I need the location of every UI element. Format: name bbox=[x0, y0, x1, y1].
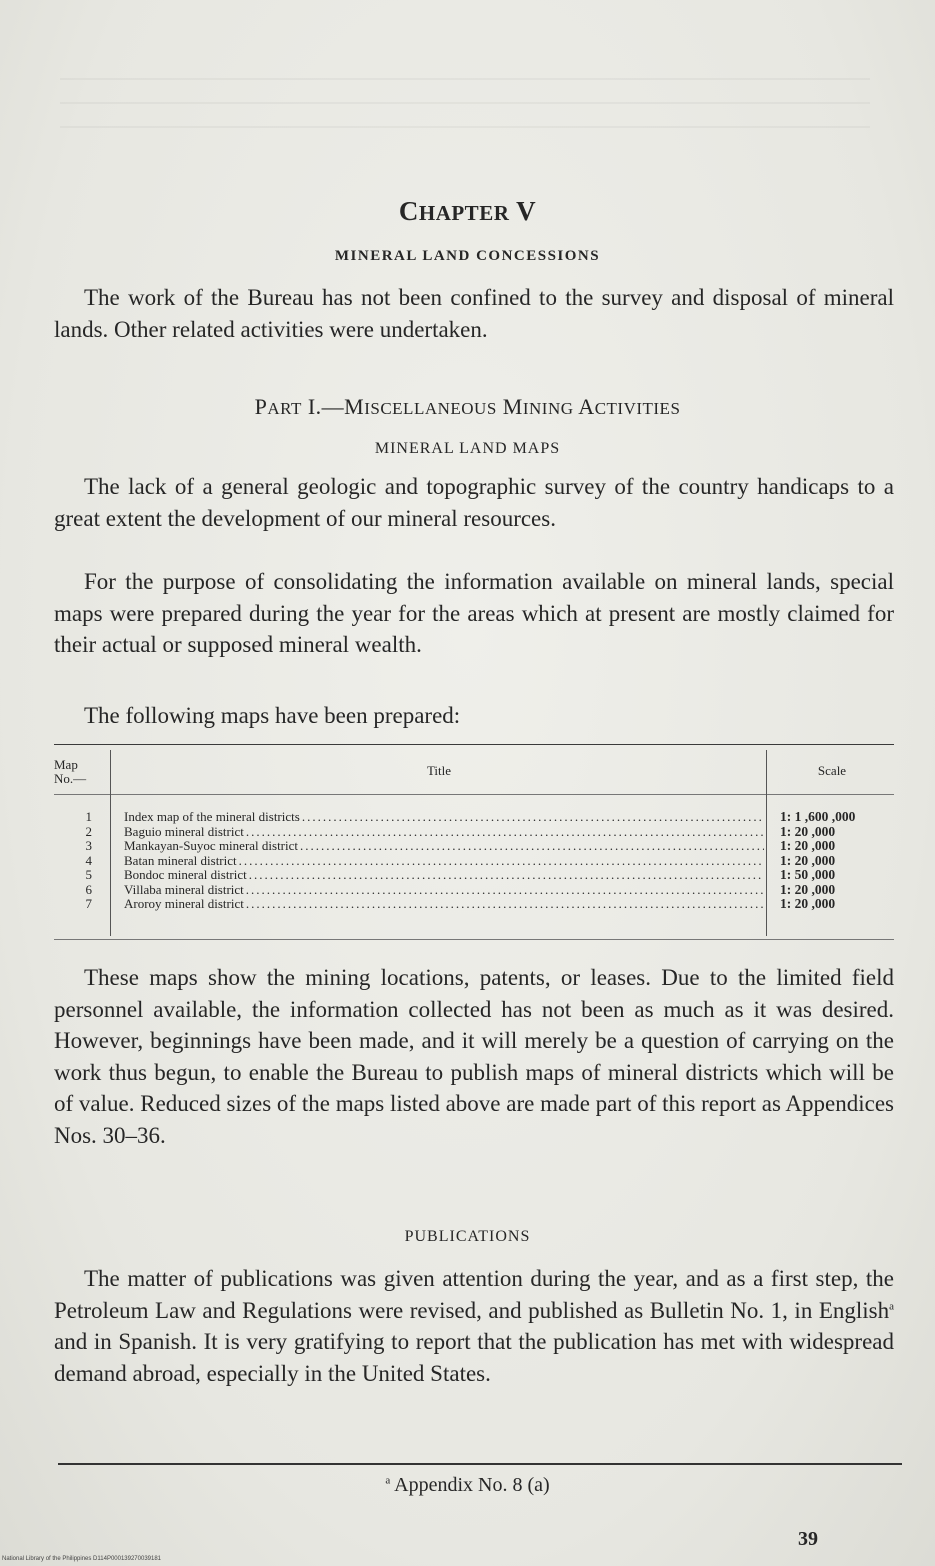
table-cell-scale: 1: 1 ,600 ,000 bbox=[780, 809, 856, 824]
table-cell-no: 4 bbox=[85, 852, 92, 868]
header-scale: Scale bbox=[817, 763, 847, 778]
section-title: MINERAL LAND CONCESSIONS bbox=[334, 248, 601, 264]
page-number: 39 bbox=[798, 1528, 818, 1550]
maps-table bbox=[54, 744, 894, 940]
library-imprint: National Library of the Philippines D114P000139270039181 bbox=[2, 1556, 162, 1562]
table-cell-scale: 1: 20 ,000 bbox=[780, 852, 836, 868]
table-top-rule bbox=[54, 744, 894, 745]
intro-paragraph: The work of the Bureau has not been confined to the survey and disposal of mineral lands. Other related activities were undertaken. bbox=[54, 285, 894, 342]
header-title: Title bbox=[426, 763, 452, 778]
maps-paragraph-2: For the purpose of consolidating the information available on mineral lands, special maps were prepared during the year for the areas which at present are mostly claimed for their actual or supposed mineral wealth. bbox=[54, 569, 894, 657]
column-title bbox=[124, 810, 764, 912]
table-row: Baguio mineral district ..... bbox=[124, 825, 764, 840]
footnote: $^a$ Appendix No. 8 (a) bbox=[385, 1474, 550, 1496]
table-cell-scale: 1: 20 ,000 bbox=[780, 881, 836, 897]
table-row: Bondoc mineral district ..... bbox=[124, 868, 764, 883]
maps-paragraph-3: The following maps have been prepared: bbox=[84, 703, 461, 728]
publications-paragraph: The matter of publications was given attention during the year, and as a first step, the Petroleum Law and Regulations were revised, and published as Bulletin No. 1, in English$^a$ and in Spanish. It is very gratifying to report that the publication has met with widespread demand abroad, especially in the United States. bbox=[54, 1266, 894, 1386]
table-divider-2 bbox=[766, 750, 767, 936]
column-map-no bbox=[54, 810, 92, 912]
table-cell-no: 7 bbox=[85, 896, 92, 911]
footnote-reference: a bbox=[889, 1299, 894, 1312]
header-map-no: Map No.— bbox=[54, 757, 87, 786]
table-row: Villaba mineral district ..... bbox=[124, 883, 764, 898]
table-row: Batan mineral district ..... bbox=[124, 854, 764, 869]
maps-heading: MINERAL LAND MAPS bbox=[374, 440, 561, 457]
show-through-texture bbox=[60, 78, 870, 138]
table-cell-no: 1 bbox=[85, 809, 92, 824]
table-cell-scale: 1: 20 ,000 bbox=[780, 838, 836, 853]
table-row: Aroroy mineral district ..... bbox=[124, 897, 764, 912]
maps-paragraph-4: These maps show the mining locations, patents, or leases. Due to the limited field personnel available, the information collected has not been as much as it was desired. However, beginnings have been made, and it will merely be a question of carrying on the work thus begun, to enable the Bureau to publish maps of mineral districts which will be of value. Reduced sizes of the maps listed above are made part of this report as Appendices Nos. 30–36. bbox=[54, 965, 894, 1148]
chapter-heading: CHAPTER V bbox=[398, 196, 537, 226]
table-cell-no: 3 bbox=[85, 838, 92, 853]
table-bottom-rule bbox=[54, 939, 894, 940]
publications-heading: PUBLICATIONS bbox=[404, 1228, 531, 1245]
maps-paragraph-1: The lack of a general geologic and topographic survey of the country handicaps to a great extent the development of our mineral resources. bbox=[54, 474, 894, 531]
table-row: Index map of the mineral districts ..... bbox=[124, 810, 764, 825]
table-divider-1 bbox=[110, 750, 111, 936]
table-cell-scale: 1: 20 ,000 bbox=[780, 896, 836, 911]
table-cell-no: 2 bbox=[85, 823, 92, 839]
part-heading: PART I.—MISCELLANEOUS MINING ACTIVITIES bbox=[254, 394, 681, 419]
table-row: Mankayan-Suyoc mineral district ..... bbox=[124, 839, 764, 854]
table-cell-no: 5 bbox=[85, 867, 92, 882]
table-cell-scale: 1: 20 ,000 bbox=[780, 823, 836, 839]
table-cell-no: 6 bbox=[85, 881, 92, 897]
column-scale bbox=[780, 810, 894, 912]
footnote-rule bbox=[58, 1463, 902, 1465]
table-cell-scale: 1: 50 ,000 bbox=[780, 867, 836, 882]
table-header-rule bbox=[54, 794, 894, 795]
